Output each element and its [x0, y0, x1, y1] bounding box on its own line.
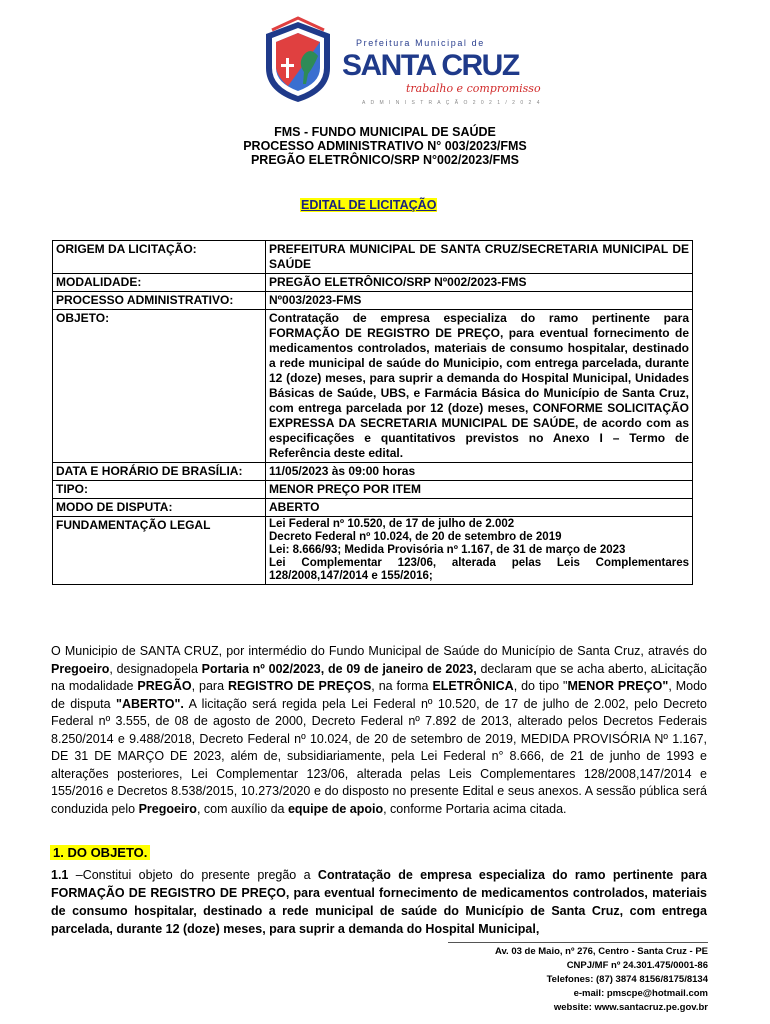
table-row [53, 274, 693, 292]
bold-run: Contratação de empresa especializa do ramo pertinente para FORMAÇÃO DE REGISTRO DE PREÇO, para eventual fornecimento de medicamentos controlados, materiais de consumo hospitalar, destinado a rede municipal de saúde do Município de Santa Cruz, com entrega parcelada, durante 12 (doze) meses, para suprir a demanda do Hospital Municipal, [51, 868, 707, 936]
footer-address: Av. 03 de Maio, nº 276, Centro - Santa Cruz - PE [494, 946, 708, 957]
coat-of-arms-icon [258, 16, 338, 104]
row-label: OBJETO: [53, 310, 266, 463]
clause-number: 1.1 [51, 868, 69, 882]
row-value: Contratação de empresa especializa do ramo pertinente para FORMAÇÃO DE REGISTRO DE PREÇO, para eventual fornecimento de medicamentos controlados, materiais de consumo hospitalar, destinado a rede municipal de saúde do Municipio, com entrega parcelada, durante 12 (doze) meses, para suprir a demanda do Hospital Municipal, Unidades Básicas de Saúde, UBS, e Farmácia Básica do Município de Santa Cruz, com entrega parcelada por 12 (doze) meses, CONFORME SOLICITAÇÃO EXPRESSA DA SECRETARIA MUNICIPAL DE SAÚDE, de acordo com as especificações e quantitativos previstos no Anexo I – Termo de Referência deste edital. [266, 310, 693, 463]
bold-run: equipe de apoio [287, 801, 384, 816]
text-run: –Constitui objeto do presente pregão a [68, 868, 318, 882]
table-row [53, 499, 693, 517]
footer-email: e-mail: pmscpe@hotmail.com [573, 988, 708, 999]
header-process: PROCESSO ADMINISTRATIVO N° 003/2023/FMS [243, 139, 527, 153]
table-row [53, 517, 693, 585]
row-value: MENOR PREÇO POR ITEM [266, 481, 693, 499]
row-value: ABERTO [266, 499, 693, 517]
text-run: declaram que se acha aberto, aLicitação na modalidade [51, 661, 707, 693]
bold-run: PREGÃO [137, 679, 192, 693]
bold-run: REGISTRO DE PREÇOS [227, 679, 372, 693]
bold-run: Portaria nº 002/2023, de 09 de janeiro de 2023, [201, 661, 477, 676]
logo-administration: A D M I N I S T R A Ç Ã O 2 0 2 1 / 2 0 2 4 [362, 100, 542, 106]
bold-run: Pregoeiro [138, 801, 197, 816]
table-row [53, 481, 693, 499]
text-run: A licitação será regida pela Lei Federal nº 10.520, de 17 de julho de 2.002, pelo Decreto Federal nº 3.555, de 08 de agosto de 2000, Decreto Federal nº 7.892 de 2013, alterado pelos Decretos Federais 8.250/2014 e 9.488/2018, Decreto Federal nº 10.024, de 20 de setembro de 2019, MEDIDA PROVISÓRIA Nº 1.167, DE 31 DE MARÇO DE 2023, além de, subsidiariamente, pela Lei Federal n° 8.666, de 21 de junho de 1993 e alterações posteriores, Lei Complementar 123/06, alterada pelas Leis Complementares 128/2008,147/2014 e 155/2016 e Decretos 8.538/2015, 10.273/2020 e do disposto no presente Edital e seus anexos. A sessão pública será conduzida pelo [51, 696, 707, 816]
text-run: , com auxílio da [196, 801, 288, 816]
text-run: , na forma [371, 679, 433, 693]
row-label: ORIGEM DA LICITAÇÃO: [53, 241, 266, 274]
bold-run: Pregoeiro [51, 661, 110, 676]
bold-run: MENOR PREÇO" [567, 679, 669, 693]
logo-tagline: trabalho e compromisso [406, 82, 541, 95]
bold-run: "ABERTO". [116, 696, 184, 711]
text-run: , conforme Portaria acima citada. [383, 801, 567, 816]
footer-website: website: www.santacruz.pe.gov.br [553, 1002, 708, 1013]
footer-cnpj: CNPJ/MF nº 24.301.475/0001-86 [566, 960, 708, 971]
intro-paragraph [51, 643, 707, 818]
row-label: MODALIDADE: [53, 274, 266, 292]
row-value: PREFEITURA MUNICIPAL DE SANTA CRUZ/SECRETARIA MUNICIPAL DE SAÚDE [266, 241, 693, 274]
legal-line: Lei Federal nº 10.520, de 17 de julho de 2.002 [269, 518, 515, 530]
legal-line: Lei: 8.666/93; Medida Provisória nº 1.167, de 31 de março de 2023 [269, 544, 626, 556]
section-title: 1. DO OBJETO. [50, 845, 150, 860]
text-run: O Municipio de SANTA CRUZ, por intermédio do Fundo Municipal de Saúde do Município de Santa Cruz, através do [51, 644, 707, 658]
page-footer [448, 942, 708, 1015]
row-label: DATA E HORÁRIO DE BRASÍLIA: [53, 463, 266, 481]
edital-title: EDITAL DE LICITAÇÃO [301, 198, 437, 212]
header-pregao: PREGÃO ELETRÔNICO/SRP N°002/2023/FMS [250, 153, 520, 167]
legal-line: Lei Complementar 123/06, alterada pelas Leis Complementares 128/2008,147/2014 e 155/2016; [269, 557, 689, 582]
row-label: TIPO: [53, 481, 266, 499]
table-row [53, 310, 693, 463]
text-run: , para [191, 679, 228, 693]
row-value: Nº003/2023-FMS [266, 292, 693, 310]
text-run: , Modo de disputa [51, 679, 707, 711]
table-row [53, 463, 693, 481]
table-row [53, 292, 693, 310]
logo-prefeitura-text: Prefeitura Municipal de [356, 38, 485, 48]
header-fund: FMS - FUNDO MUNICIPAL DE SAÚDE [274, 125, 496, 139]
text-run: , designadopela [109, 661, 202, 676]
row-label: FUNDAMENTAÇÃO LEGAL [53, 517, 266, 585]
section-paragraph [51, 866, 707, 938]
row-label: PROCESSO ADMINISTRATIVO: [53, 292, 266, 310]
bold-run: ELETRÔNICA [432, 679, 514, 693]
legal-basis-cell [266, 517, 693, 585]
bid-info-table [52, 240, 693, 585]
logo-city-name: SANTA CRUZ [342, 49, 519, 82]
row-label: MODO DE DISPUTA: [53, 499, 266, 517]
row-value: PREGÃO ELETRÔNICO/SRP Nº002/2023-FMS [266, 274, 693, 292]
footer-phones: Telefones: (87) 3874 8156/8175/8134 [546, 974, 708, 985]
legal-line: Decreto Federal nº 10.024, de 20 de setembro de 2019 [269, 531, 562, 543]
row-value: 11/05/2023 às 09:00 horas [266, 463, 693, 481]
municipal-logo [258, 16, 542, 106]
text-run: , do tipo " [513, 679, 568, 693]
table-row [53, 241, 693, 274]
